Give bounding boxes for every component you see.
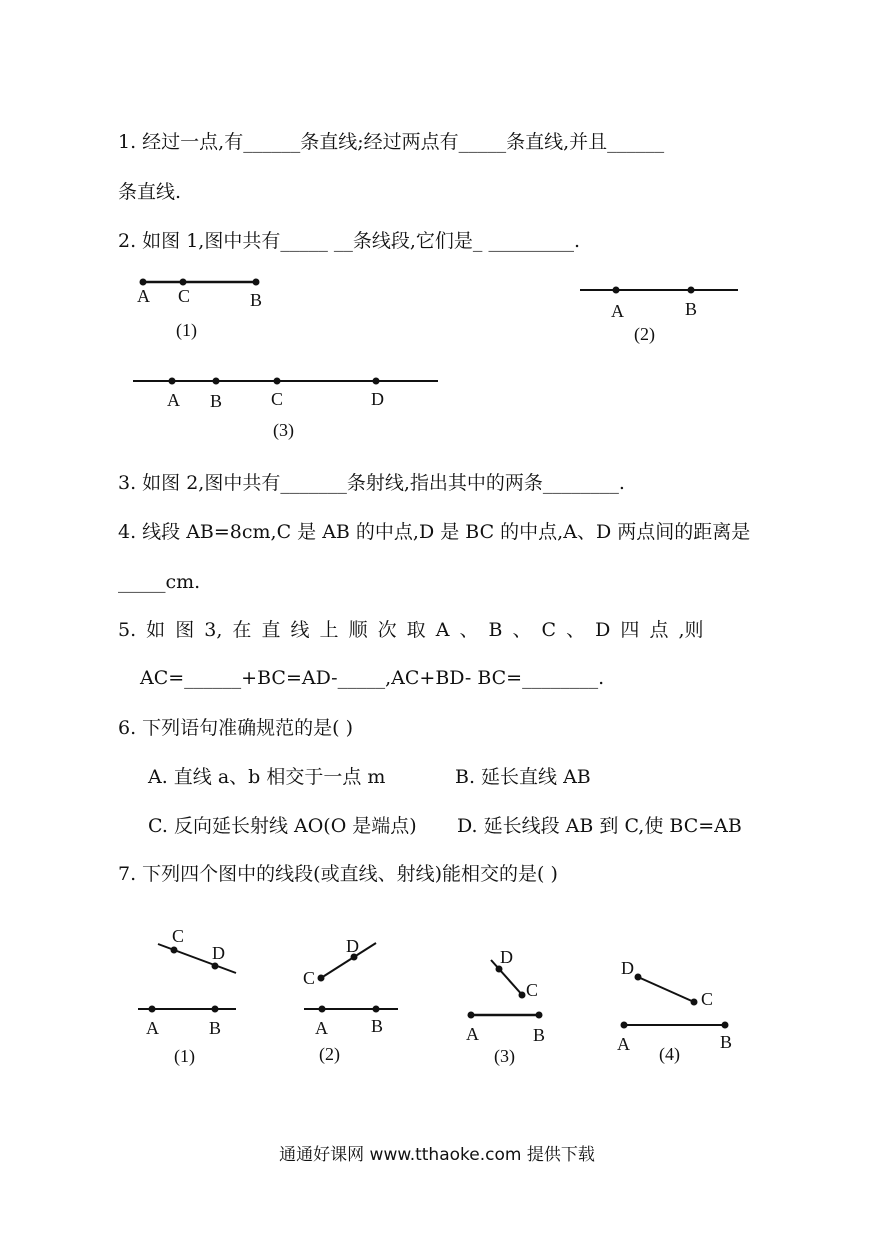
label-b: B — [720, 1032, 733, 1052]
question-4-line-2: _____cm. — [118, 571, 201, 593]
point — [468, 1012, 475, 1019]
point — [373, 1006, 380, 1013]
label-b: B — [371, 1016, 384, 1036]
label-c: C — [178, 286, 191, 306]
figure-3-line — [130, 370, 445, 445]
point-a — [169, 378, 176, 385]
point-a — [140, 279, 147, 286]
figure-caption: (1) — [176, 320, 197, 340]
figure-caption: (1) — [174, 1046, 195, 1066]
question-7-figures — [130, 920, 750, 1075]
label-c: C — [172, 926, 185, 946]
label-b: B — [209, 1018, 222, 1038]
label-a: A — [617, 1034, 630, 1054]
point — [171, 947, 178, 954]
label-d: D — [621, 958, 634, 978]
label-a: A — [137, 286, 150, 306]
label-c: C — [271, 389, 284, 409]
question-6-option-b: B. 延长直线 AB — [455, 766, 591, 788]
figure-caption: (2) — [319, 1044, 340, 1064]
q7-figure-2 — [303, 936, 398, 1065]
question-3: 3. 如图 2,图中共有_______条射线,指出其中的两条________. — [118, 472, 625, 494]
figure-2-line — [575, 280, 745, 350]
point — [722, 1022, 729, 1029]
point-b — [213, 378, 220, 385]
point — [319, 1006, 326, 1013]
point-d — [373, 378, 380, 385]
point — [621, 1022, 628, 1029]
point — [519, 992, 526, 999]
point — [691, 999, 698, 1006]
question-1-line-2: 条直线. — [118, 181, 182, 203]
question-6-option-a: A. 直线 a、b 相交于一点 m — [148, 766, 386, 788]
figure-caption: (3) — [273, 420, 294, 440]
point — [212, 1006, 219, 1013]
point — [149, 1006, 156, 1013]
question-6-option-c: C. 反向延长射线 AO(O 是端点) — [148, 815, 417, 837]
question-2: 2. 如图 1,图中共有_____ __条线段,它们是_ _________. — [118, 230, 580, 252]
point-c — [180, 279, 187, 286]
segment — [638, 977, 694, 1002]
figure-caption: (2) — [634, 324, 655, 344]
label-d: D — [212, 943, 225, 963]
point — [212, 963, 219, 970]
label-c: C — [701, 989, 714, 1009]
figure-caption: (4) — [659, 1044, 680, 1064]
question-5-line-2: AC=______+BC=AD-_____,AC+BD- BC=________. — [140, 667, 605, 689]
label-a: A — [466, 1024, 479, 1044]
label-d: D — [346, 936, 359, 956]
label-c: C — [526, 980, 539, 1000]
label-a: A — [146, 1018, 159, 1038]
label-b: B — [685, 299, 698, 319]
page-footer: 通通好课网 www.tthaoke.com 提供下载 — [279, 1145, 595, 1165]
label-a: A — [611, 301, 624, 321]
question-7: 7. 下列四个图中的线段(或直线、射线)能相交的是( ) — [118, 863, 558, 885]
figure-caption: (3) — [494, 1046, 515, 1066]
point — [635, 974, 642, 981]
label-b: B — [533, 1025, 546, 1045]
question-6: 6. 下列语句准确规范的是( ) — [118, 717, 354, 739]
label-c: C — [303, 968, 316, 988]
q7-figure-3 — [466, 947, 545, 1067]
q7-figure-4 — [617, 958, 732, 1065]
point-b — [688, 287, 695, 294]
point — [318, 975, 325, 982]
question-5-line-1: 5. 如 图 3, 在 直 线 上 顺 次 取 A 、 B 、 C 、 D 四 点 ,则 — [118, 619, 704, 641]
point-c — [274, 378, 281, 385]
label-b: B — [250, 290, 263, 310]
question-1-line-1: 1. 经过一点,有______条直线;经过两点有_____条直线,并且______ — [118, 131, 665, 153]
point — [536, 1012, 543, 1019]
label-b: B — [210, 391, 223, 411]
question-4-line-1: 4. 线段 AB=8cm,C 是 AB 的中点,D 是 BC 的中点,A、D 两点间的距离是 — [118, 521, 751, 543]
point-b — [253, 279, 260, 286]
label-a: A — [167, 390, 180, 410]
figure-1-segment — [130, 270, 280, 345]
q7-figure-1 — [138, 926, 236, 1067]
label-d: D — [371, 389, 384, 409]
label-a: A — [315, 1018, 328, 1038]
point-a — [613, 287, 620, 294]
question-6-option-d: D. 延长线段 AB 到 C,使 BC=AB — [457, 815, 742, 837]
label-d: D — [500, 947, 513, 967]
